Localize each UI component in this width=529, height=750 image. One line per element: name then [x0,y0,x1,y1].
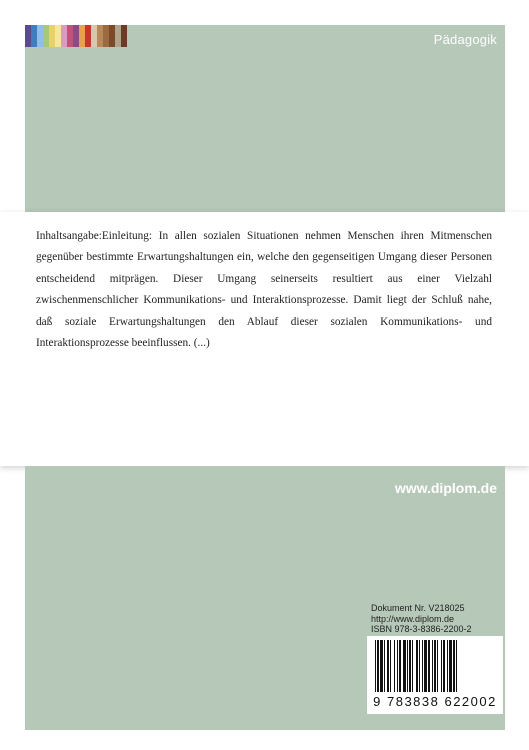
top-panel [25,25,505,212]
barcode-bar [443,640,445,692]
barcode-bar [447,640,448,692]
barcode-bar [432,640,433,692]
barcode-bar [377,640,379,692]
barcode-bar [375,640,376,692]
abstract-panel [0,212,529,466]
abstract-text: Inhaltsangabe:Einleitung: In allen sozialen Situationen nehmen Menschen ihren Mitmenschen gegenüber bestimmte Erwartungshaltungen ein, welche den gegenseitigen Umgang dieser Personen entscheidend mitprägen. Dieser Umgang seinerseits resultiert aus einer Vielzahl zwischenmenschlicher Kommunikations- und Interaktionsprozesse. Damit liegt der Schluß nahe, daß soziale Erwartungshaltungen den Ablauf dieser sozialen Kommunikations- und Interaktionsprozesse beeinflussen. (...) [36,230,492,350]
isbn: ISBN 978-3-8386-2200-2 [371,624,472,634]
barcode-bar [441,640,442,692]
barcode-bar [390,640,391,692]
barcode-bar [453,640,455,692]
barcode-bar [449,640,452,692]
barcode-bars [373,640,497,696]
barcode-bar [380,640,383,692]
color-stripe [121,25,127,47]
barcode-bar [384,640,385,692]
barcode-bar [409,640,411,692]
barcode-bar [387,640,389,692]
barcode-bar [416,640,418,692]
barcode-bar [403,640,406,692]
barcode-number: 9 783838 622002 [373,694,497,709]
category-label: Pädagogik [433,32,497,47]
barcode-bar [412,640,413,692]
document-url[interactable]: http://www.diplom.de [371,613,455,624]
bottom-panel [25,466,505,730]
barcode-bar [397,640,398,692]
document-info [371,603,505,635]
barcode-bar [456,640,457,692]
barcode-bar [428,640,430,692]
color-stripes [25,25,127,47]
publisher-website[interactable]: www.diplom.de [394,480,497,496]
barcode [367,636,503,714]
barcode-bar [437,640,438,692]
barcode-bar [399,640,401,692]
barcode-bar [424,640,427,692]
barcode-bar [419,640,420,692]
barcode-bar [422,640,423,692]
barcode-bar [434,640,436,692]
barcode-bar [394,640,395,692]
document-number: Dokument Nr. V218025 [371,603,465,613]
barcode-bar [407,640,408,692]
